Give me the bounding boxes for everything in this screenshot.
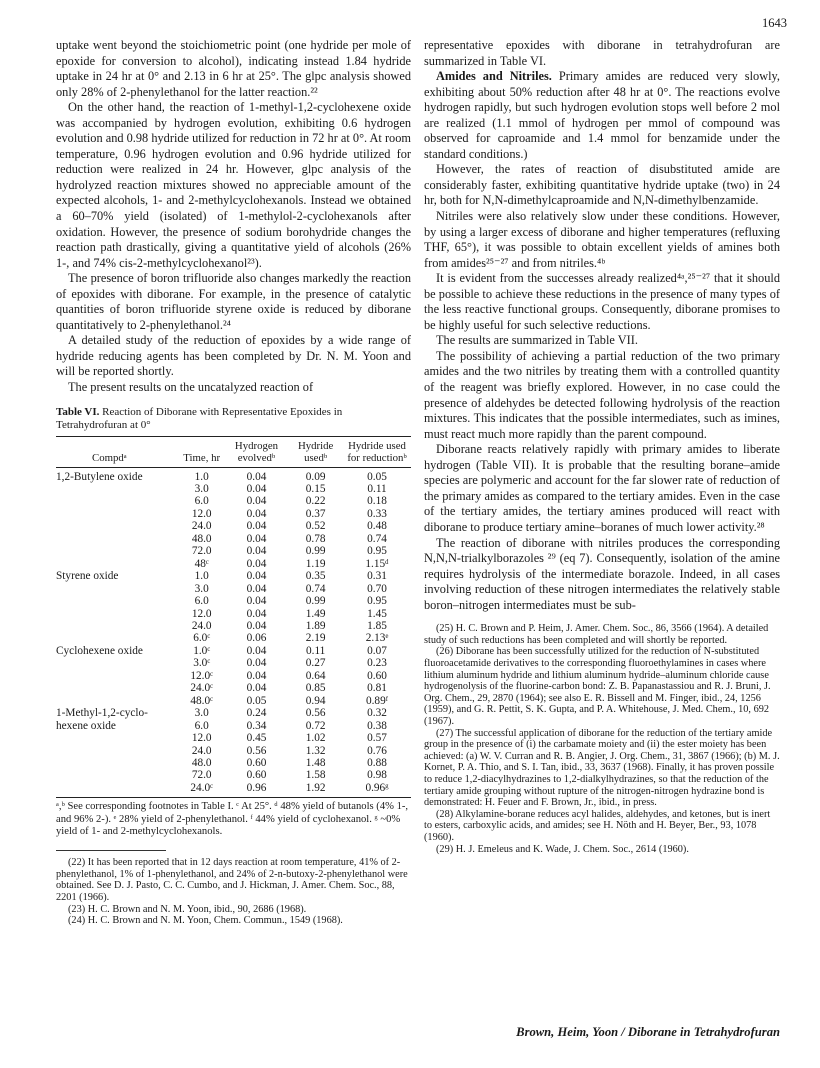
paragraph-text: However, the rates of reaction of disubstituted amide are considerably faster, exhibiting quantitative hydride uptake (two) in 24 hr, both for N,N-dimethylcaproamide and N,N-dimethylbenzamide.	[424, 162, 780, 208]
cell-hydrogen-evolved: 0.06	[246, 632, 267, 645]
table-row	[56, 720, 411, 732]
cell-time: 1.0ᶜ	[193, 644, 211, 657]
cell-compd	[56, 520, 179, 532]
cell-compd	[56, 483, 179, 495]
table-row	[56, 558, 411, 570]
table-row	[56, 707, 411, 719]
cell-hydride-reduction: 0.23	[367, 657, 387, 670]
paragraph-text: The reaction of diborane with nitriles produces the corresponding N,N,N-trialkylborazoles ²⁹ (eq 7). Consequently, isolation of the amine requires hydrolysis of the intermediate borazole. Indeed, in all cases involving reduction of these nitrogen intermediates the relatively stable boron–nitrogen intermediates must be sub-	[424, 535, 780, 612]
cell-hydride-reduction: 0.11	[367, 483, 387, 496]
cell-compd: 1,2-Butylene oxide	[56, 470, 143, 483]
cell-time: 3.0ᶜ	[193, 657, 211, 670]
cell-compd	[56, 782, 179, 798]
cell-hydrogen-evolved: 0.04	[246, 507, 267, 520]
cell-time: 48.0	[191, 532, 212, 545]
cell-hydride-reduction: 0.81	[367, 682, 387, 695]
body-paragraph: The present results on the uncatalyzed reaction of	[68, 380, 314, 395]
cell-hydride-reduction: 0.32	[367, 707, 387, 720]
table-row	[56, 495, 411, 507]
cell-hydride-reduction: 0.07	[367, 644, 387, 657]
cell-compd	[56, 632, 179, 644]
cell-time: 3.0	[194, 582, 209, 595]
table-row	[56, 483, 411, 495]
cell-compd	[56, 620, 179, 632]
table-row	[56, 595, 411, 607]
cell-time: 6.0	[194, 595, 209, 608]
cell-time: 6.0	[194, 719, 209, 732]
cell-hydrogen-evolved: 0.04	[246, 557, 267, 570]
table-row	[56, 520, 411, 532]
cell-hydride-reduction: 0.38	[367, 719, 387, 732]
paragraph-text: It is evident from the successes already realized⁴ᵃ,²⁵⁻²⁷ that it should be possible to achieve these reductions in the presence of many types of the less reactive functional groups. Consequently, diborane promises to be highly useful for such selective reductions.	[424, 271, 780, 332]
cell-time: 48ᶜ	[194, 557, 209, 570]
header-compd: Compdᵃ	[56, 436, 179, 467]
section-heading-amides-nitriles: Amides and Nitriles.	[436, 69, 552, 84]
cell-hydride-used: 1.89	[305, 620, 326, 633]
data-table	[56, 436, 411, 799]
cell-hydride-used: 0.15	[305, 483, 326, 496]
body-paragraph: On the other hand, the reaction of 1-methyl-1,2-cyclohexene oxide was accompanied by hydrogen evolution, exhibiting 0.6 hydrogen evolution and 0.98 hydride utilized for reduction in 72 hr at 0°. At room temperature, 0.96 hydrogen evolution and 0.96 hydride utilized for reduction were realized in 24 hr. However, glpc analysis of the hydrolyzed reaction mixtures showed no appreciable amount of the expected alcohols, 1- and 2-methylcyclohexanols. Instead we obtained a 60–70% yield (isolated) of 1-methylol-2-cyclohexanols after oxidation. However, the presence of sodium borohydride changes the reaction path drastically, giving a quantitative yield of alcohols (26% 1-, and 74% cis-2-methylcyclohexanol²³).	[56, 100, 411, 270]
cell-hydride-used: 0.94	[305, 694, 326, 707]
footnote-24: (24) H. C. Brown and N. M. Yoon, Chem. Commun., 1549 (1968).	[68, 915, 343, 927]
body-paragraph	[424, 209, 780, 271]
cell-hydride-reduction: 0.48	[367, 520, 387, 533]
body-paragraph	[424, 349, 780, 442]
table-row	[56, 620, 411, 632]
cell-hydride-used: 0.09	[305, 470, 326, 483]
running-footer: Brown, Heim, Yoon / Diborane in Tetrahydrofuran	[516, 1025, 780, 1039]
cell-hydride-used: 1.32	[305, 744, 326, 757]
header-hydrogen-evolved: Hydrogen evolvedᵇ	[225, 436, 289, 467]
footnote-28: (28) Alkylamine-borane reduces acyl halides, aldehydes, and ketones, but is inert to esters, carboxylic acids, and amides; see H. Nöth and H. Beyer, Ber., 93, 1078 (1960).	[424, 808, 771, 843]
cell-hydride-reduction: 0.60	[367, 669, 387, 682]
cell-time: 1.0	[194, 570, 209, 583]
cell-compd	[56, 757, 179, 769]
cell-compd	[56, 769, 179, 781]
right-footnotes	[424, 623, 780, 855]
paragraph-text: representative epoxides with diborane in tetrahydrofuran are summarized in Table VI.	[424, 38, 780, 68]
cell-hydride-used: 0.72	[305, 719, 326, 732]
cell-hydride-reduction: 0.98	[367, 769, 387, 782]
page-number: 1643	[762, 16, 787, 30]
cell-time: 72.0	[191, 769, 212, 782]
table-row	[56, 467, 411, 483]
cell-compd	[56, 732, 179, 744]
left-column	[56, 38, 411, 927]
cell-compd	[56, 695, 179, 707]
header-hydride-used: Hydride usedᵇ	[288, 436, 343, 467]
cell-hydride-used: 0.56	[305, 707, 326, 720]
cell-time: 12.0ᶜ	[190, 669, 214, 682]
cell-hydride-reduction: 0.95	[367, 545, 387, 558]
cell-hydrogen-evolved: 0.04	[246, 582, 267, 595]
table-row	[56, 533, 411, 545]
table-row	[56, 583, 411, 595]
cell-hydride-used: 1.19	[305, 557, 326, 570]
footnote-29: (29) H. J. Emeleus and K. Wade, J. Chem. Soc., 2614 (1960).	[436, 843, 689, 855]
table-row	[56, 545, 411, 557]
paragraph-text: Nitriles were also relatively slow under these conditions. However, by using a larger excess of diborane and higher temperatures (refluxing THF, 65°), it was possible to obtain excellent yields of amines both from amides²⁵⁻²⁷ and from nitriles.⁴ᵇ	[424, 209, 780, 270]
table-row	[56, 757, 411, 769]
cell-time: 12.0	[191, 732, 212, 745]
cell-hydrogen-evolved: 0.04	[246, 669, 267, 682]
cell-hydrogen-evolved: 0.96	[246, 781, 267, 794]
table-header-row	[56, 436, 411, 467]
cell-hydride-reduction: 0.57	[367, 732, 387, 745]
cell-hydride-reduction: 1.85	[367, 620, 387, 633]
cell-hydride-reduction: 0.05	[367, 470, 387, 483]
table-caption-text: Reaction of Diborane with Representative Epoxides in Tetrahydrofuran at 0°	[56, 405, 343, 431]
cell-compd	[56, 670, 179, 682]
cell-hydride-used: 1.48	[305, 757, 326, 769]
body-paragraph: A detailed study of the reduction of epoxides by a wide range of hydride reducing agents has been completed by Dr. N. M. Yoon and will be reported shortly.	[56, 333, 411, 379]
paragraph-text: Diborane reacts relatively rapidly with primary amides to liberate hydrogen (Table VII). It is probable that the resulting borane–amide species are polymeric and account for the far slower rate of reduction of the primary amides as compared to the tertiary amides. Even in the case of the tertiary amides, the tertiary amines produced will react with diborane to produce tertiary amine–boranes of much lower activity.²⁸	[424, 442, 780, 534]
cell-hydride-reduction: 0.70	[367, 582, 387, 595]
cell-time: 3.0	[194, 483, 209, 496]
paragraph-text: The results are summarized in Table VII.	[436, 333, 638, 348]
cell-time: 3.0	[194, 707, 209, 720]
cell-hydrogen-evolved: 0.45	[246, 732, 267, 745]
cell-time: 12.0	[191, 607, 212, 620]
footnote-27: (27) The successful application of diborane for the reduction of the tertiary amide group in the presence of (i) the carbamate moiety and (ii) the ester moiety has been achieved: (a) W. V. Curran and R. B. Angier, J. Org. Chem., 31, 3867 (1966); (b) M. J. Kornet, P. A. Thio, and S. I. Tan, ibid., 33, 3637 (1968). Finally, it has proven possile to reduce 1,2-diacylhydrazines to 1,2-dialkylhydrazines, so that the reduction of the tertiary amide grouping without rupture of the nitrogen-nitrogen hydrazine bond is demonstrated: H. Feuer and F. Brown, Jr., ibid., in press.	[424, 727, 780, 809]
body-paragraph	[424, 38, 780, 69]
cell-time: 72.0	[191, 545, 212, 558]
left-footnotes	[56, 850, 411, 927]
cell-hydrogen-evolved: 0.04	[246, 682, 267, 695]
footnote-26: (26) Diborane has been successfully utilized for the reduction of N-substituted fluoroacetamide derivatives to the corresponding fluoroethylamines in cases where lithium aluminum hydride and lithium aluminum hydride–aluminum chloride cause hydrogenolysis of the fluorine-carbon bond: Z. B. Papanastassiou and R. J. Bruni, J. Org. Chem., 29, 2870 (1964); see also E. R. Bissell and M. Finger, ibid., 24, 1256 (1959), and G. R. Pettit, S. K. Gupta, and P. A. Whitehouse, J. Med. Chem., 10, 692 (1967).	[424, 646, 771, 727]
cell-compd	[56, 682, 179, 694]
footnote-25: (25) H. C. Brown and P. Heim, J. Amer. Chem. Soc., 86, 3566 (1964). A detailed study of such reductions has been completed and will shortly be reported.	[424, 623, 769, 646]
cell-hydrogen-evolved: 0.04	[246, 620, 267, 633]
cell-hydrogen-evolved: 0.04	[246, 570, 267, 583]
cell-hydrogen-evolved: 0.04	[246, 483, 267, 496]
table-row	[56, 682, 411, 694]
body-paragraph	[424, 333, 780, 349]
cell-hydride-reduction: 0.95	[367, 595, 387, 608]
cell-hydride-used: 1.49	[305, 607, 326, 620]
body-paragraph-amides-nitriles	[424, 69, 780, 162]
cell-compd	[56, 508, 179, 520]
cell-time: 24.0ᶜ	[190, 781, 214, 794]
cell-time: 6.0ᶜ	[193, 632, 211, 645]
cell-hydride-reduction: 0.88	[367, 757, 387, 769]
cell-compd	[56, 657, 179, 669]
cell-compd	[56, 595, 179, 607]
cell-compd	[56, 533, 179, 545]
cell-hydride-used: 0.64	[305, 669, 326, 682]
cell-compd: hexene oxide	[56, 719, 116, 732]
cell-hydrogen-evolved: 0.04	[246, 520, 267, 533]
cell-time: 24.0	[191, 520, 212, 533]
table-row	[56, 608, 411, 620]
cell-compd: Styrene oxide	[56, 570, 119, 583]
footnote-23: (23) H. C. Brown and N. M. Yoon, ibid., 90, 2686 (1968).	[68, 903, 307, 915]
cell-hydrogen-evolved: 0.04	[246, 470, 267, 483]
cell-hydride-used: 0.74	[305, 582, 326, 595]
cell-hydrogen-evolved: 0.24	[246, 707, 267, 720]
table-row	[56, 645, 411, 657]
table-row	[56, 782, 411, 798]
cell-hydrogen-evolved: 0.56	[246, 744, 267, 757]
cell-hydride-used: 0.52	[305, 520, 326, 533]
cell-compd	[56, 608, 179, 620]
cell-hydride-reduction: 0.18	[367, 495, 387, 508]
cell-hydride-reduction: 0.76	[367, 744, 387, 757]
cell-hydrogen-evolved: 0.04	[246, 495, 267, 508]
cell-hydrogen-evolved: 0.04	[246, 595, 267, 608]
cell-time: 24.0	[191, 744, 212, 757]
cell-hydrogen-evolved: 0.60	[246, 769, 267, 782]
cell-hydride-used: 0.27	[305, 657, 326, 670]
cell-hydride-reduction: 0.96ᵍ	[365, 781, 389, 794]
cell-hydrogen-evolved: 0.60	[246, 757, 267, 769]
table-row	[56, 657, 411, 669]
cell-hydride-used: 1.58	[305, 769, 326, 782]
cell-hydride-used: 0.99	[305, 545, 326, 558]
cell-hydride-reduction: 0.89ᶠ	[365, 694, 389, 707]
body-paragraph: uptake went beyond the stoichiometric point (one hydride per mole of epoxide for conversion to alcohol), indicating instead 1.84 hydride uptake in 24 hr at 0° and 2.13 in 6 hr at 25°. The glpc analysis showed only 28% of 2-phenylethanol for the latter reaction.²²	[56, 38, 411, 99]
table-caption-label: Table VI.	[56, 405, 100, 418]
table-notes: ᵃ,ᵇ See corresponding footnotes in Table I. ᶜ At 25°. ᵈ 48% yield of butanols (4% 1-, and 96% 2-). ᵉ 28% yield of 2-phenylethanol. ᶠ 44% yield of cyclohexanol. ᵍ ~0% yield of 1- and 2-methylcyclohexanols.	[56, 801, 409, 837]
cell-hydride-reduction: 0.74	[367, 532, 387, 545]
table-row	[56, 670, 411, 682]
cell-hydrogen-evolved: 0.05	[246, 694, 267, 707]
body-paragraph	[424, 442, 780, 535]
table-row	[56, 695, 411, 707]
footnote-22: (22) It has been reported that in 12 days reaction at room temperature, 41% of 2-phenylethanol, 1% of 1-phenylethanol, and 24% of 2-n-butoxy-2-phenylethanol were obtained. See D. J. Pasto, C. C. Cumbo, and J. Hickman, J. Amer. Chem. Soc., 88, 2201 (1966).	[56, 857, 408, 904]
cell-hydride-reduction: 2.13ᵉ	[365, 632, 389, 645]
table-row	[56, 769, 411, 781]
cell-hydride-used: 1.02	[305, 732, 326, 745]
table-row	[56, 570, 411, 582]
cell-hydrogen-evolved: 0.04	[246, 644, 267, 657]
cell-time: 24.0	[191, 620, 212, 633]
cell-hydrogen-evolved: 0.04	[246, 545, 267, 558]
cell-compd	[56, 558, 179, 570]
cell-time: 48.0	[191, 757, 212, 769]
cell-hydride-reduction: 0.31	[367, 570, 387, 583]
cell-compd: Cyclohexene oxide	[56, 644, 143, 657]
cell-compd	[56, 545, 179, 557]
cell-hydride-reduction: 1.15ᵈ	[365, 557, 389, 570]
header-time: Time, hr	[179, 436, 225, 467]
cell-compd	[56, 495, 179, 507]
cell-hydride-used: 1.92	[305, 781, 326, 794]
cell-time: 24.0ᶜ	[190, 682, 214, 695]
cell-hydride-used: 2.19	[305, 632, 326, 645]
cell-compd	[56, 745, 179, 757]
cell-hydrogen-evolved: 0.34	[246, 719, 267, 732]
cell-hydrogen-evolved: 0.04	[246, 657, 267, 670]
cell-hydride-reduction: 1.45	[367, 607, 387, 620]
cell-time: 6.0	[194, 495, 209, 508]
cell-hydride-used: 0.22	[305, 495, 326, 508]
cell-compd	[56, 583, 179, 595]
table-caption	[56, 406, 411, 432]
cell-compd: 1-Methyl-1,2-cyclo-	[56, 707, 148, 720]
cell-hydride-used: 0.85	[305, 682, 326, 695]
right-column	[424, 38, 780, 855]
cell-hydride-used: 0.35	[305, 570, 326, 583]
body-paragraph	[424, 162, 780, 209]
table-row	[56, 732, 411, 744]
cell-hydride-reduction: 0.33	[367, 507, 387, 520]
cell-hydrogen-evolved: 0.04	[246, 607, 267, 620]
header-hydride-reduction: Hydride used for reductionᵇ	[343, 436, 411, 467]
body-paragraph	[424, 271, 780, 333]
table-body	[56, 467, 411, 798]
footnote-rule	[56, 850, 166, 851]
table-row	[56, 508, 411, 520]
body-paragraph	[424, 536, 780, 614]
cell-hydride-used: 0.78	[305, 532, 326, 545]
table-vi	[56, 406, 411, 839]
cell-hydrogen-evolved: 0.04	[246, 532, 267, 545]
cell-hydride-used: 0.37	[305, 507, 326, 520]
table-row	[56, 745, 411, 757]
paragraph-text: The possibility of achieving a partial reduction of the two primary amides and the two nitriles by treating them with a controlled quantity of the reagent was briefly explored. However, in no case could the presence of aldehydes be detected following hydrolysis of the reaction mixtures. This indicates that the possible intermediates, such as imines, must react much more rapidly than the parent compound.	[424, 348, 780, 441]
cell-time: 1.0	[194, 470, 209, 483]
paragraph-text: Primary amides are reduced very slowly, exhibiting about 50% reduction after 48 hr at 0°. The reactions evolve hydrogen rapidly, but such hydrogen evolution stops well before 2 mol are realized (1.1 mmol of hydrogen per mmol of compound was observed for caproamide and 1.4 mmol for benzamide under the standard conditions.)	[424, 69, 780, 161]
cell-hydride-used: 0.11	[305, 644, 326, 657]
table-row	[56, 632, 411, 644]
cell-time: 12.0	[191, 507, 212, 520]
body-paragraph: The presence of boron trifluoride also changes markedly the reaction of epoxides with diborane. For example, in the presence of catalytic quantities of boron trifluoride styrene oxide is reduced by diborane quantitatively to 2-phenylethanol.²⁴	[56, 271, 411, 332]
cell-time: 48.0ᶜ	[190, 694, 214, 707]
cell-hydride-used: 0.99	[305, 595, 326, 608]
